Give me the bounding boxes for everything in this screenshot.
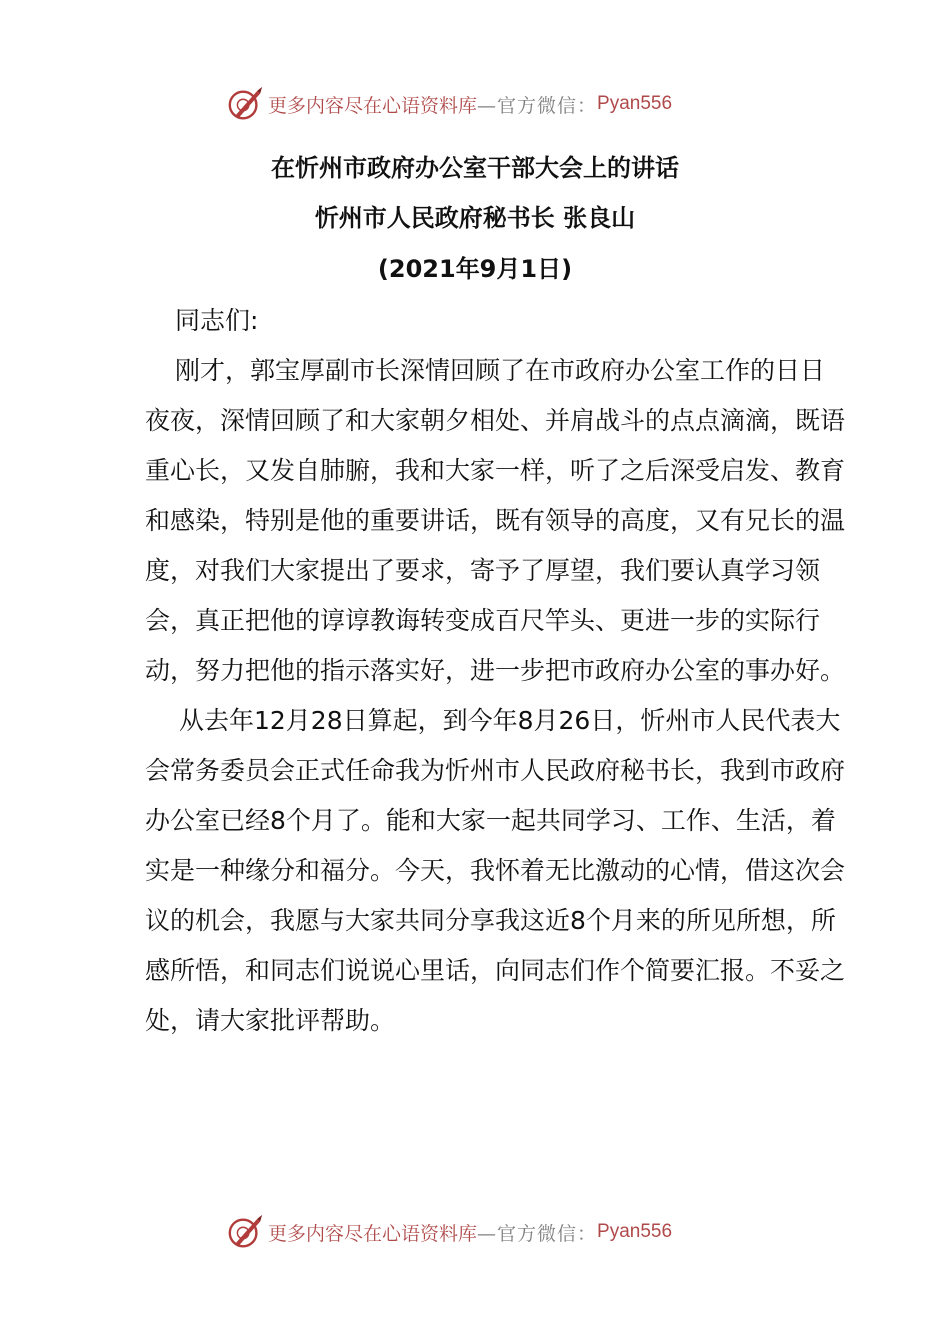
- watermark-id: Pyan556: [597, 1221, 673, 1242]
- document-body: [145, 296, 845, 1046]
- watermark-contact: —官方微信：: [477, 1222, 598, 1245]
- paragraph: 刚才，郭宝厚副市长深情回顾了在市政府办公室工作的日日夜夜，深情回顾了和大家朝夕相处、并肩战斗的点点滴滴，既语重心长，又发自肺腑，我和大家一样，听了之后深受启发、教育和感染，特别是他的重要讲话，既有领导的高度，又有兄长的温度，对我们大家提出了要求，寄予了厚望，我们要认真学习领会，真正把他的谆谆教诲转变成百尺竿头、更进一步的实际行动，努力把他的指示落实好，进一步把市政府办公室的事办好。: [145, 356, 846, 685]
- document-date: (2021年9月1日): [377, 255, 573, 283]
- greeting: 同志们:: [175, 306, 259, 335]
- header-watermark: [226, 84, 672, 124]
- watermark-text: 更多内容尽在心语资料库: [268, 94, 478, 117]
- watermark-id: Pyan556: [597, 93, 673, 114]
- footer-watermark: [226, 1212, 672, 1252]
- pen-logo-icon: [226, 85, 264, 123]
- document-title: 在忻州市政府办公室干部大会上的讲话: [271, 154, 679, 182]
- paragraph: 从去年12月28日算起，到今年8月26日，忻州市人民代表大会常务委员会正式任命我为忻州市人民政府秘书长，我到市政府办公室已经8个月了。能和大家一起共同学习、工作、生活，着实是一种缘分和福分。今天，我怀着无比激动的心情，借这次会议的机会，我愿与大家共同分享我这近8个月来的所见所想，所感所悟，和同志们说说心里话，向同志们作个简要汇报。不妥之处，请大家批评帮助。: [145, 706, 846, 1035]
- watermark-text: 更多内容尽在心语资料库: [268, 1222, 478, 1245]
- pen-logo-icon: [226, 1213, 264, 1251]
- document-speaker: 忻州市人民政府秘书长 张良山: [314, 204, 636, 232]
- watermark-contact: —官方微信：: [477, 94, 598, 117]
